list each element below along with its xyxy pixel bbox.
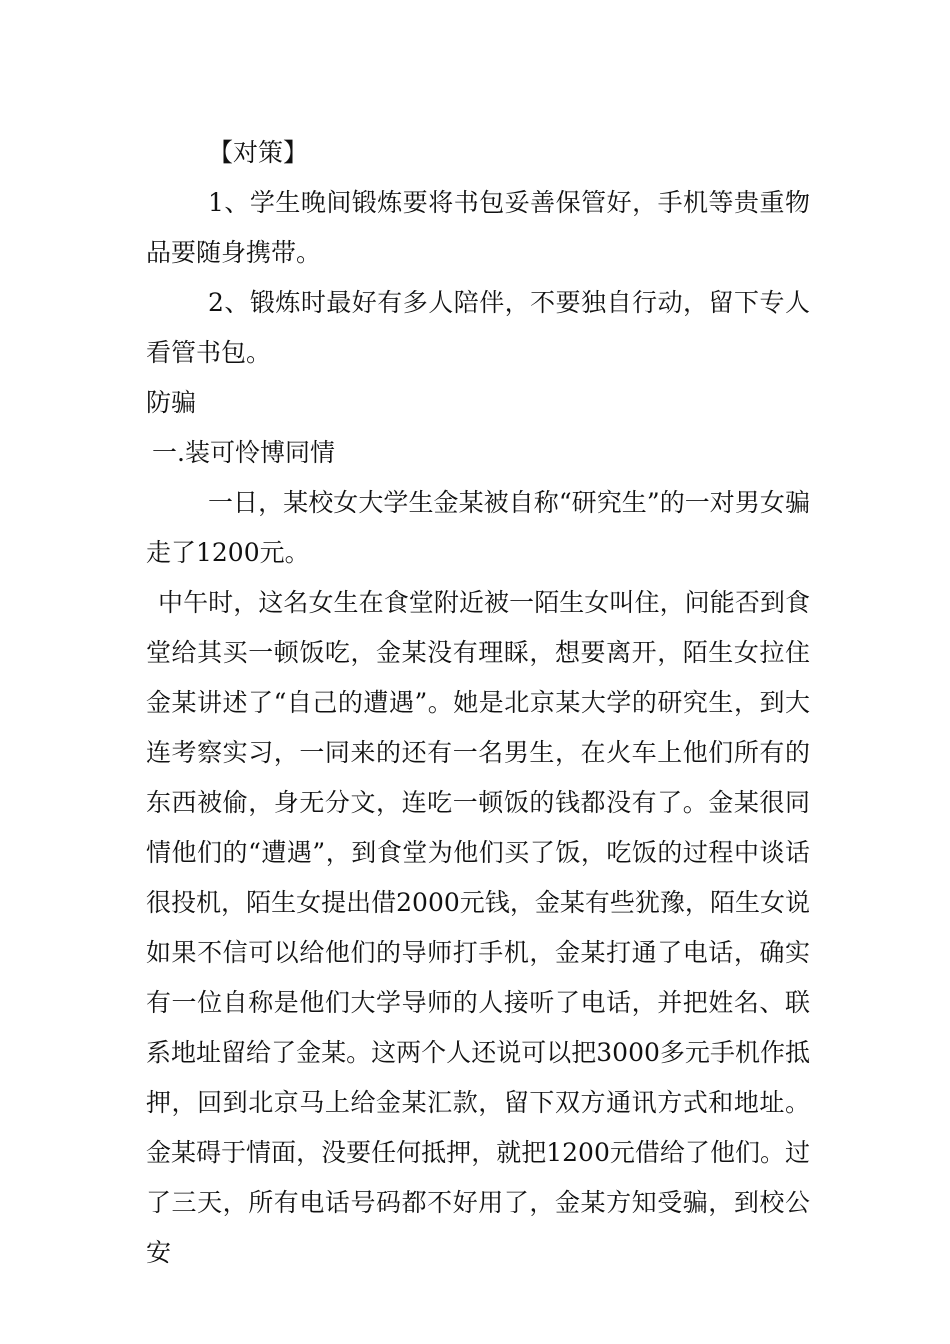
subsection-title: 一.装可怜博同情	[152, 438, 335, 467]
countermeasure-item-1: 1、学生晚间锻炼要将书包妥善保管好，手机等贵重物品要随身携带。	[146, 188, 810, 267]
document-body	[146, 128, 810, 1278]
countermeasure-item-2: 2、锻炼时最好有多人陪伴，不要独自行动，留下专人看管书包。	[146, 288, 810, 367]
case-detail-paragraph: 中午时，这名女生在食堂附近被一陌生女叫住，问能否到食堂给其买一顿饭吃，金某没有理睬，想要离开，陌生女拉住金某讲述了“自己的遭遇”。她是北京某大学的研究生，到大连考察实习，一同来的还有一名男生，在火车上他们所有的东西被偷，身无分文，连吃一顿饭的钱都没有了。金某很同情他们的“遭遇”，到食堂为他们买了饭，吃饭的过程中谈话很投机，陌生女提出借2000元钱，金某有些犹豫，陌生女说如果不信可以给他们的导师打手机，金某打通了电话，确实有一位自称是他们大学导师的人接听了电话，并把姓名、联系地址留给了金某。这两个人还说可以把3000多元手机作抵押，回到北京马上给金某汇款，留下双方通讯方式和地址。金某碍于情面，没要任何抵押，就把1200元借给了他们。过了三天，所有电话号码都不好用了，金某方知受骗，到校公安	[146, 588, 810, 1267]
heading-countermeasure: 【对策】	[208, 138, 309, 167]
case-summary-paragraph: 一日，某校女大学生金某被自称“研究生”的一对男女骗走了1200元。	[146, 488, 810, 567]
section-title: 防骗	[146, 388, 197, 417]
